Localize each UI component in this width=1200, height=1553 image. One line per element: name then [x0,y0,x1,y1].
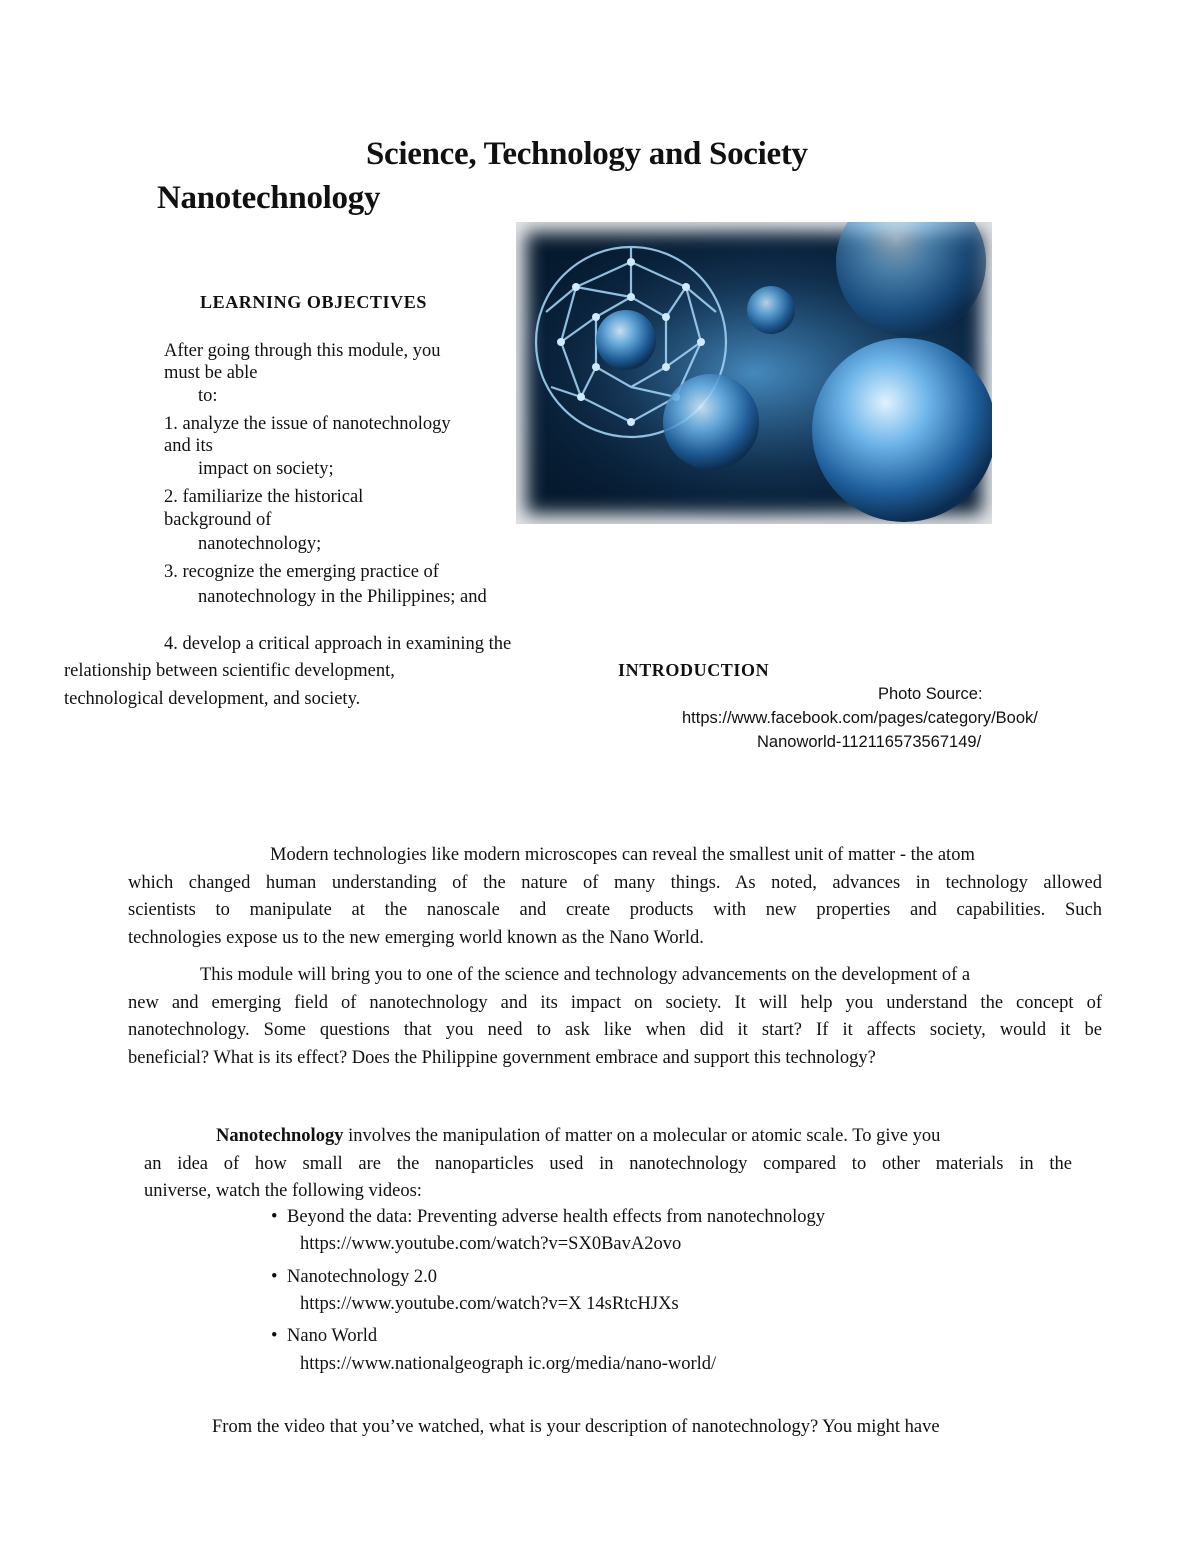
video-link[interactable]: https://www.youtube.com/watch?v=X 14sRtcHJXs [300,1294,679,1314]
objective-item: 4. develop a critical approach in examining the [164,634,512,654]
video-title: Nano World [287,1326,378,1346]
objective-item: 1. analyze the issue of nanotechnology [164,414,451,434]
closing-question: From the video that you’ve watched, what is your description of nanotechnology? You might have [212,1417,940,1437]
introduction-heading: INTRODUCTION [618,660,770,680]
paragraph-line: new and emerging field of nanotechnology and its impact on society. It will help you understand the concept of [128,992,1102,1013]
intro-paragraph-2 [128,962,1102,1072]
topic-title: Nanotechnology [157,180,381,216]
objective-item: impact on society; [198,459,334,479]
paragraph-line: which changed human understanding of the nature of many things. As noted, advances in technology allowed [128,872,1102,893]
objective-item: relationship between scientific development, [64,661,395,681]
paragraph-line: universe, watch the following videos: [144,1181,422,1201]
objectives-intro-line: to: [198,386,218,406]
paragraph-line: Modern technologies like modern microscopes can reveal the smallest unit of matter - the atom [270,845,975,865]
nanotechnology-paragraph [118,1123,1072,1206]
video-title: Beyond the data: Preventing adverse health effects from nanotechnology [287,1207,826,1227]
paragraph-line: nanotechnology. Some questions that you need to ask like when did it start? If it affects society, would it be [128,1020,1102,1040]
paragraph-line: technologies expose us to the new emerging world known as the Nano World. [128,927,704,948]
course-title: Science, Technology and Society [366,136,808,172]
photo-source-label: Photo Source: [878,685,983,703]
nanotechnology-term: Nanotechnology [216,1126,344,1146]
paragraph-line: This module will bring you to one of the science and technology advancements on the development of a [200,965,971,985]
objectives-intro-line: must be able [164,363,258,383]
objectives-list [164,338,524,610]
paragraph-line: an idea of how small are the nanoparticles used in nanotechnology compared to other materials in the [144,1153,1072,1174]
video-title: Nanotechnology 2.0 [287,1267,438,1287]
photo-source-url[interactable]: https://www.facebook.com/pages/category/Book/ [682,709,1038,727]
objective-item: and its [164,436,213,456]
objective-item: 3. recognize the emerging practice of [164,562,439,582]
bullet-icon: • [271,1207,278,1227]
bullet-icon: • [271,1326,278,1346]
objective-item: background of [164,510,272,530]
video-link[interactable]: https://www.nationalgeograph ic.org/media/nano-world/ [300,1354,717,1374]
nanoparticle-illustration [516,222,992,524]
learning-objectives-heading: LEARNING OBJECTIVES [200,292,427,312]
nanotechnology-photo [516,222,992,524]
video-list-item [271,1264,438,1291]
bullet-icon: • [271,1267,278,1287]
paragraph-line: beneficial? What is its effect? Does the Philippine government embrace and support this technology? [128,1047,876,1068]
intro-paragraph-1 [128,842,1102,952]
objectives-intro-line: After going through this module, you [164,341,441,361]
video-list-item [271,1204,826,1231]
paragraph-line [118,1123,1072,1151]
objective-item: nanotechnology; [198,534,322,554]
objective-item: 2. familiarize the historical [164,487,364,507]
video-list-item [271,1323,378,1350]
objective-item: technological development, and society. [64,689,361,709]
objective-item: nanotechnology in the Philippines; and [198,587,487,607]
photo-source-url[interactable]: Nanoworld-112116573567149/ [757,733,982,751]
paragraph-line: scientists to manipulate at the nanoscale and create products with new properties and capabilities. Such [128,900,1102,920]
paragraph-text: involves the manipulation of matter on a molecular or atomic scale. To give you [343,1126,941,1146]
video-link[interactable]: https://www.youtube.com/watch?v=SX0BavA2ovo [300,1234,682,1254]
